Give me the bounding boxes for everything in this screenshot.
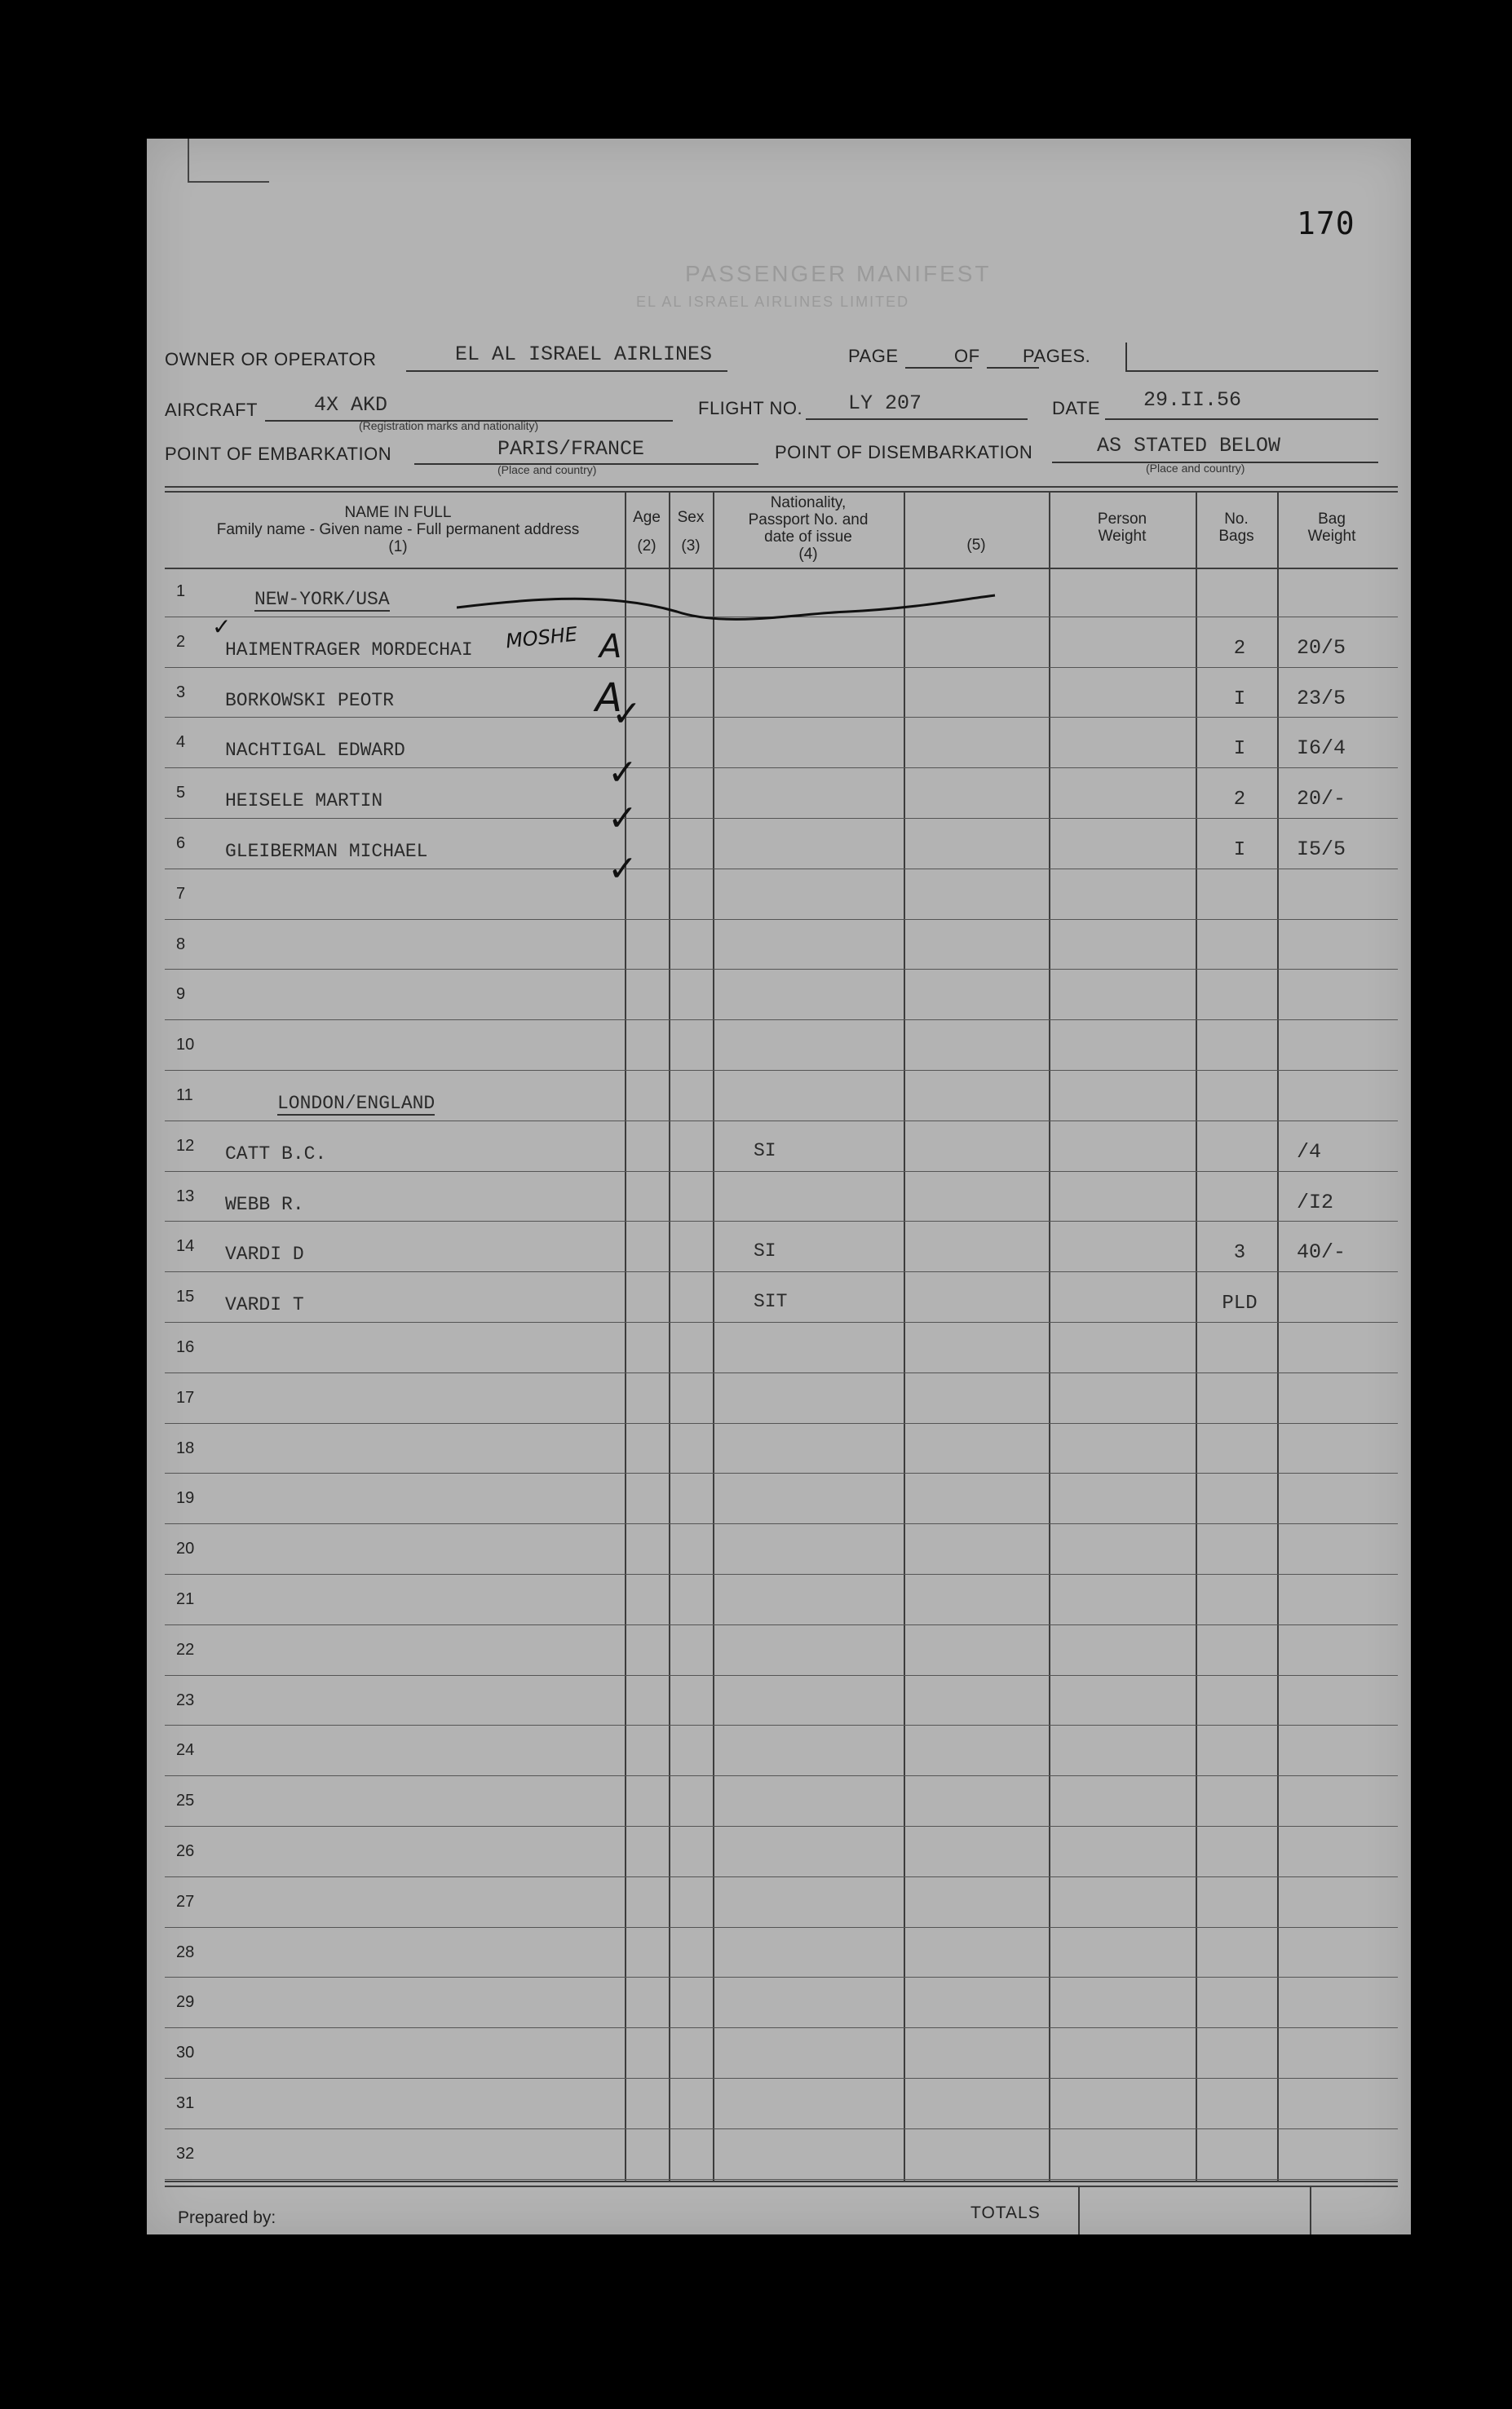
row-number: 17 xyxy=(176,1388,195,1407)
faded-subtitle: EL AL ISRAEL AIRLINES LIMITED xyxy=(636,294,910,310)
col-bags-header: No. Bags xyxy=(1218,511,1254,545)
nationality-cell: SIT xyxy=(754,1291,788,1313)
col-sex-header: Sex (3) xyxy=(677,509,705,555)
bags-cell: I xyxy=(1233,687,1246,710)
aircraft-value: 4X AKD xyxy=(314,393,388,417)
col-nationality-header: Nationality, Passport No. and date of issue (4) xyxy=(748,494,869,563)
row-number: 27 xyxy=(176,1892,195,1911)
row-rule xyxy=(165,1574,1398,1575)
row-rule xyxy=(165,1372,1398,1373)
col-bag-weight-header: Bag Weight xyxy=(1307,511,1356,545)
row-rule xyxy=(165,1221,1398,1222)
row-number: 30 xyxy=(176,2044,195,2062)
passenger-name: WEBB R. xyxy=(225,1193,304,1215)
row-rule xyxy=(165,1826,1398,1827)
row-rule xyxy=(165,1019,1398,1020)
row-number: 14 xyxy=(176,1237,195,1256)
disembark-value: AS STATED BELOW xyxy=(1097,434,1281,457)
table-top-rule-2 xyxy=(165,491,1398,493)
passenger-name: HAIMENTRAGER MORDECHAI xyxy=(225,639,473,661)
destination-heading: LONDON/ENGLAND xyxy=(277,1093,435,1114)
bags-cell: 2 xyxy=(1233,637,1246,660)
row-rule xyxy=(165,2027,1398,2028)
row-number: 1 xyxy=(176,582,186,600)
corner-mark xyxy=(188,139,190,181)
row-number: 8 xyxy=(176,935,186,953)
flight-value: LY 207 xyxy=(848,391,922,415)
row-rule xyxy=(165,2179,1398,2180)
table-bottom-rule-2 xyxy=(165,2186,1398,2187)
embark-label: POINT OF EMBARKATION xyxy=(165,444,392,464)
pages-label: PAGES. xyxy=(1023,346,1091,366)
row-rule xyxy=(165,1171,1398,1172)
row-number: 22 xyxy=(176,1640,195,1659)
pages-box-bottom xyxy=(1125,370,1378,372)
row-number: 6 xyxy=(176,834,186,852)
col-person-weight-header: Person Weight xyxy=(1097,511,1147,545)
row-number: 31 xyxy=(176,2094,195,2112)
row-number: 24 xyxy=(176,1741,195,1760)
owner-underline xyxy=(406,370,727,372)
bag-weight-cell: 20/5 xyxy=(1297,635,1346,660)
manifest-sheet xyxy=(147,139,1411,2234)
flight-underline xyxy=(806,418,1028,420)
bag-weight-cell: I5/5 xyxy=(1297,838,1346,861)
bag-weight-cell: /4 xyxy=(1297,1139,1322,1164)
bags-cell: 3 xyxy=(1233,1242,1246,1265)
row-number: 7 xyxy=(176,884,186,903)
row-number: 28 xyxy=(176,1943,195,1961)
row-rule xyxy=(165,1473,1398,1474)
row-rule xyxy=(165,1775,1398,1776)
passenger-name: CATT B.C. xyxy=(225,1143,327,1165)
row-number: 2 xyxy=(176,632,186,651)
prepared-by-label: Prepared by: xyxy=(178,2208,276,2227)
totals-divider-2 xyxy=(1310,2186,1311,2234)
row-rule xyxy=(165,1927,1398,1928)
row-number: 19 xyxy=(176,1489,195,1508)
table-header-rule xyxy=(165,568,1398,569)
check-mark-row5: ✓ xyxy=(608,798,638,838)
row-number: 9 xyxy=(176,985,186,1004)
bags-cell: 2 xyxy=(1233,789,1246,811)
bags-cell: PLD xyxy=(1222,1293,1258,1315)
row-number: 23 xyxy=(176,1691,195,1709)
date-value: 29.II.56 xyxy=(1143,388,1242,412)
corner-mark-base xyxy=(188,181,269,183)
row-number: 29 xyxy=(176,1993,195,2012)
row-number: 3 xyxy=(176,683,186,701)
row-rule xyxy=(165,818,1398,819)
row-number: 18 xyxy=(176,1439,195,1457)
col-age-header: Age (2) xyxy=(633,509,661,555)
bags-cell: I xyxy=(1233,738,1246,761)
page-label: PAGE xyxy=(848,346,899,366)
page-underline xyxy=(905,367,972,369)
row-rule xyxy=(165,1271,1398,1272)
passenger-name: GLEIBERMAN MICHAEL xyxy=(225,841,428,862)
row-rule xyxy=(165,2078,1398,2079)
row-number: 12 xyxy=(176,1136,195,1155)
aircraft-label: AIRCRAFT xyxy=(165,400,258,420)
bag-weight-cell: 20/- xyxy=(1297,787,1346,811)
flight-label: FLIGHT NO. xyxy=(698,398,803,418)
row-rule xyxy=(165,1423,1398,1424)
row-rule xyxy=(165,1523,1398,1524)
nationality-cell: SI xyxy=(754,1139,776,1161)
row-rule xyxy=(165,717,1398,718)
date-underline xyxy=(1105,418,1378,420)
bag-weight-cell: 40/- xyxy=(1297,1240,1346,1265)
row-rule xyxy=(165,1725,1398,1726)
check-mark-name-row2: ✓ xyxy=(212,614,232,639)
aircraft-sublabel: (Registration marks and nationality) xyxy=(359,419,539,432)
row-number: 26 xyxy=(176,1842,195,1860)
bag-weight-cell: I6/4 xyxy=(1297,736,1346,761)
handwritten-mark-row3: A xyxy=(595,675,622,721)
col-name-header: NAME IN FULL Family name - Given name - Full permanent address (1) xyxy=(216,504,580,555)
check-mark-row6: ✓ xyxy=(608,849,638,889)
row-rule xyxy=(165,1624,1398,1625)
embark-sublabel: (Place and country) xyxy=(497,463,597,476)
row-rule xyxy=(165,1675,1398,1676)
nationality-cell: SI xyxy=(754,1240,776,1262)
row-number: 13 xyxy=(176,1187,195,1205)
of-underline xyxy=(987,367,1039,369)
date-label: DATE xyxy=(1052,398,1101,418)
of-label: OF xyxy=(954,346,980,366)
row-number: 15 xyxy=(176,1288,195,1306)
bag-weight-cell: 23/5 xyxy=(1297,686,1346,710)
totals-label: TOTALS xyxy=(970,2203,1041,2222)
disembark-label: POINT OF DISEMBARKATION xyxy=(775,442,1033,462)
row-rule xyxy=(165,919,1398,920)
row-rule xyxy=(165,1070,1398,1071)
table-bottom-rule xyxy=(165,2181,1398,2182)
row-number: 20 xyxy=(176,1540,195,1558)
row-number: 11 xyxy=(176,1086,193,1104)
passenger-name: VARDI D xyxy=(225,1244,304,1266)
row-rule xyxy=(165,969,1398,970)
check-mark-row3: ✓ xyxy=(612,694,642,734)
passenger-name: NACHTIGAL EDWARD xyxy=(225,740,405,762)
passenger-name: VARDI T xyxy=(225,1294,304,1316)
col-5-header: (5) xyxy=(966,537,986,554)
bags-cell: I xyxy=(1233,839,1246,861)
row-rule xyxy=(165,1977,1398,1978)
row-number: 25 xyxy=(176,1792,195,1810)
row-number: 32 xyxy=(176,2144,195,2163)
pages-box-left xyxy=(1125,343,1127,370)
passenger-name: HEISELE MARTIN xyxy=(225,790,383,812)
row-number: 5 xyxy=(176,784,186,802)
bag-weight-cell: /I2 xyxy=(1297,1190,1334,1214)
strike-line-row1 xyxy=(457,579,1028,628)
owner-value: EL AL ISRAEL AIRLINES xyxy=(455,343,713,366)
destination-heading: NEW-YORK/USA xyxy=(254,589,390,610)
row-rule xyxy=(165,1876,1398,1877)
totals-divider-1 xyxy=(1078,2186,1080,2234)
row-rule xyxy=(165,667,1398,668)
row-rule xyxy=(165,2128,1398,2129)
handwritten-moshe: MOSHE xyxy=(504,622,579,653)
passenger-name: BORKOWSKI PEOTR xyxy=(225,689,395,711)
faded-title: PASSENGER MANIFEST xyxy=(685,261,992,286)
row-number: 16 xyxy=(176,1338,195,1356)
row-number: 4 xyxy=(176,733,186,752)
page-number: 170 xyxy=(1297,206,1355,241)
check-mark-row4: ✓ xyxy=(608,753,638,793)
owner-label: OWNER OR OPERATOR xyxy=(165,349,377,369)
row-rule xyxy=(165,1322,1398,1323)
table-top-rule xyxy=(165,486,1398,488)
row-rule xyxy=(165,767,1398,768)
row-number: 21 xyxy=(176,1590,195,1608)
row-number: 10 xyxy=(176,1036,195,1054)
disembark-sublabel: (Place and country) xyxy=(1146,462,1245,475)
embark-value: PARIS/FRANCE xyxy=(497,437,645,461)
handwritten-mark-row2: A xyxy=(599,628,622,665)
